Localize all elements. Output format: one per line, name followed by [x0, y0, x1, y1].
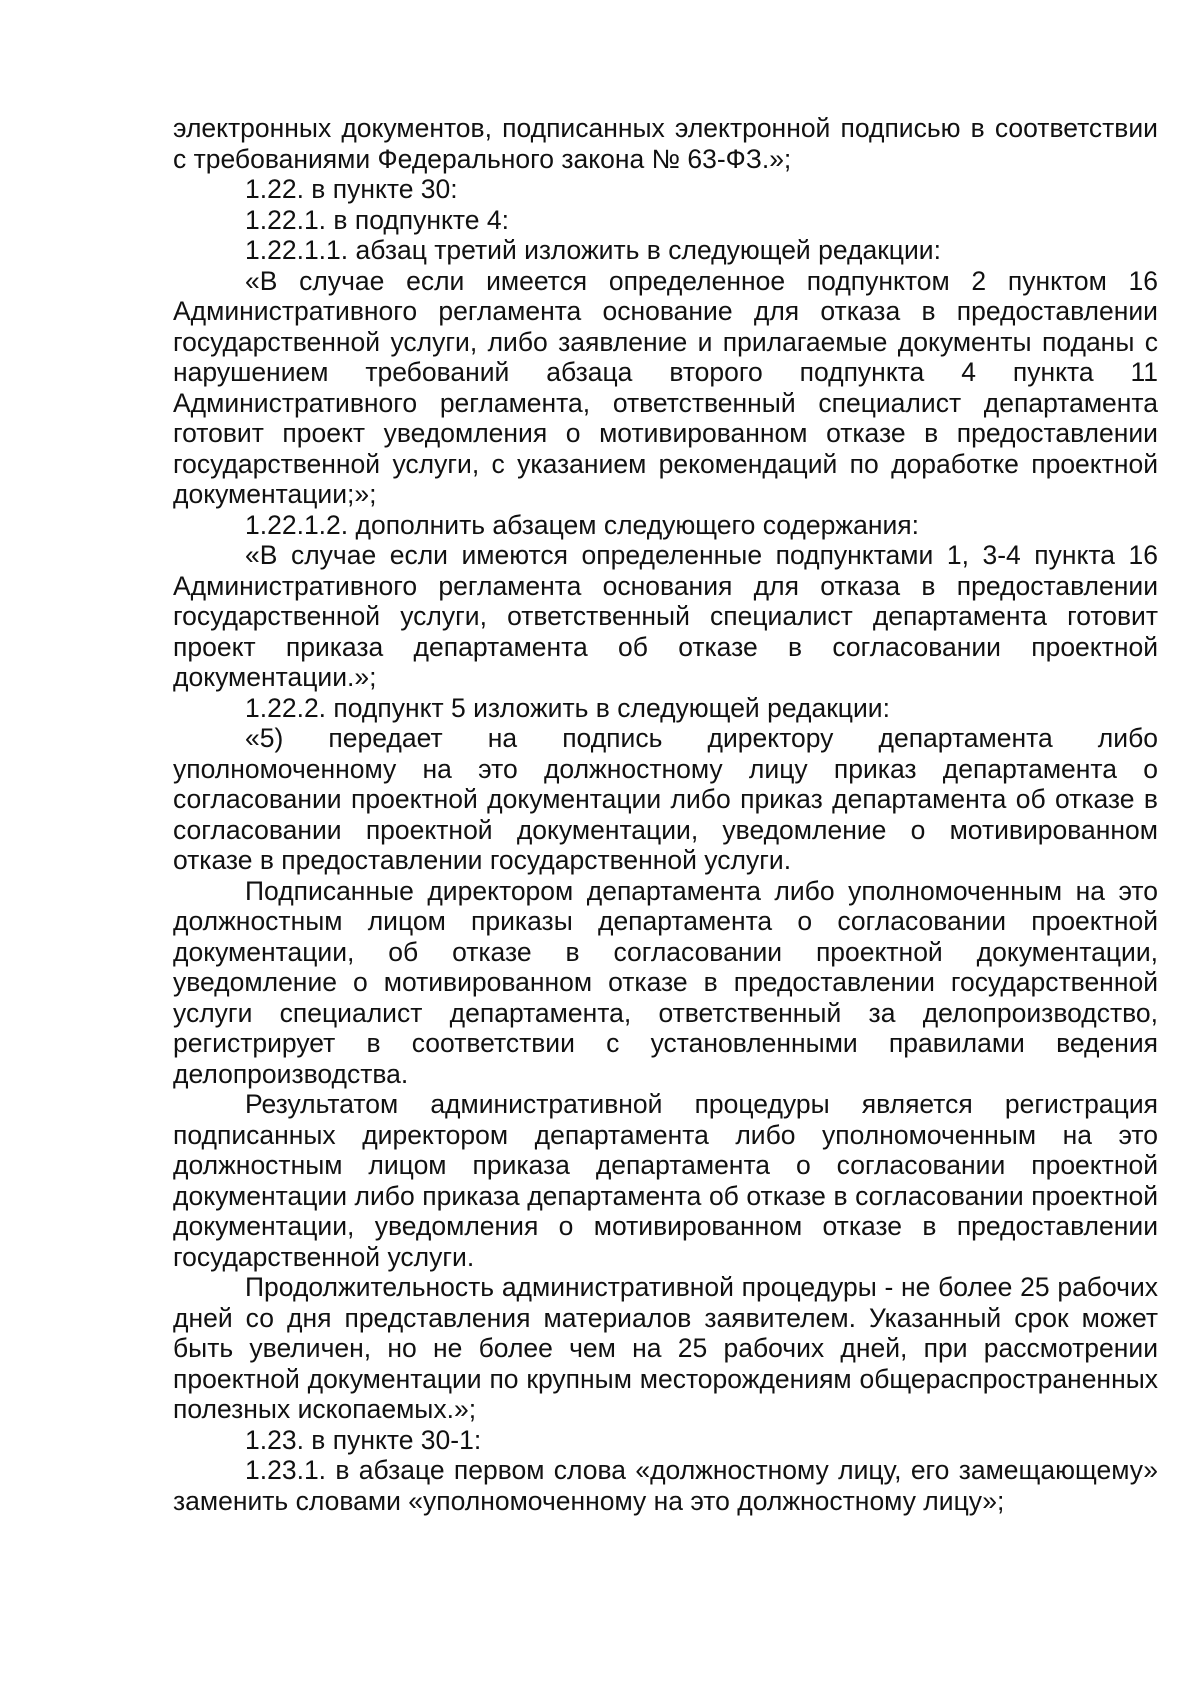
paragraph-quote-refusal-grounds: «В случае если имеются определенные подпунктами 1, 3-4 пункта 16 Административного регламента основания для отказа в предоставлении государственной услуги, ответственный специалист департамента готовит проект приказа департамента об отказе в согласовании проектной документации.»;: [173, 540, 1158, 692]
paragraph-item-1-22-1-2: 1.22.1.2. дополнить абзацем следующего содержания:: [245, 509, 919, 540]
paragraph-item-1-22-1: 1.22.1. в подпункте 4:: [245, 204, 509, 235]
paragraph-item-1-22-2: 1.22.2. подпункт 5 изложить в следующей редакции:: [245, 692, 890, 723]
paragraph-continuation: электронных документов, подписанных электронной подписью в соответствии с требованиями Федерального закона № 63-ФЗ.»;: [173, 113, 1158, 174]
paragraph-quote-refusal-basis: «В случае если имеется определенное подпунктом 2 пунктом 16 Административного регламента основание для отказа в предоставлении государственной услуги, либо заявление и прилагаемые документы поданы с нарушением требований абзаца второго подпункта 4 пункта 11 Административного регламента, ответственный специалист департамента готовит проект уведомления о мотивированном отказе в предоставлении государственной услуги, с указанием рекомендаций по доработке проектной документации;»;: [173, 265, 1158, 509]
document-body: [173, 113, 1158, 1516]
paragraph-quote-subitem-5: «5) передает на подпись директору департамента либо уполномоченному на это должностному лицу приказ департамента о согласовании проектной документации либо приказ департамента об отказе в согласовании проектной документации, уведомление о мотивированном отказе в предоставлении государственной услуги.: [173, 723, 1158, 875]
paragraph-item-1-23: 1.23. в пункте 30-1:: [245, 1424, 482, 1455]
paragraph-item-1-22: 1.22. в пункте 30:: [245, 174, 458, 204]
paragraph-item-1-23-1: 1.23.1. в абзаце первом слова «должностному лицу, его замещающему» заменить словами «уполномоченному на это должностному лицу»;: [173, 1455, 1158, 1516]
paragraph-signed-orders: Подписанные директором департамента либо уполномоченным на это должностным лицом приказы департамента о согласовании проектной документации, об отказе в согласовании проектной документации, уведомление о мотивированном отказе в предоставлении государственной услуги специалист департамента, ответственный за делопроизводство, регистрирует в соответствии с установленными правилами ведения делопроизводства.: [173, 875, 1158, 1089]
paragraph-procedure-result: Результатом административной процедуры является регистрация подписанных директором департамента либо уполномоченным на это должностным лицом приказа департамента о согласовании проектной документации либо приказа департамента об отказе в согласовании проектной документации, уведомления о мотивированном отказе в предоставлении государственной услуги.: [173, 1089, 1158, 1272]
paragraph-procedure-duration: Продолжительность административной процедуры - не более 25 рабочих дней со дня представления материалов заявителем. Указанный срок может быть увеличен, но не более чем на 25 рабочих дней, при рассмотрении проектной документации по крупным месторождениям общераспространенных полезных ископаемых.»;: [173, 1272, 1158, 1424]
paragraph-item-1-22-1-1: 1.22.1.1. абзац третий изложить в следующей редакции:: [245, 235, 941, 265]
